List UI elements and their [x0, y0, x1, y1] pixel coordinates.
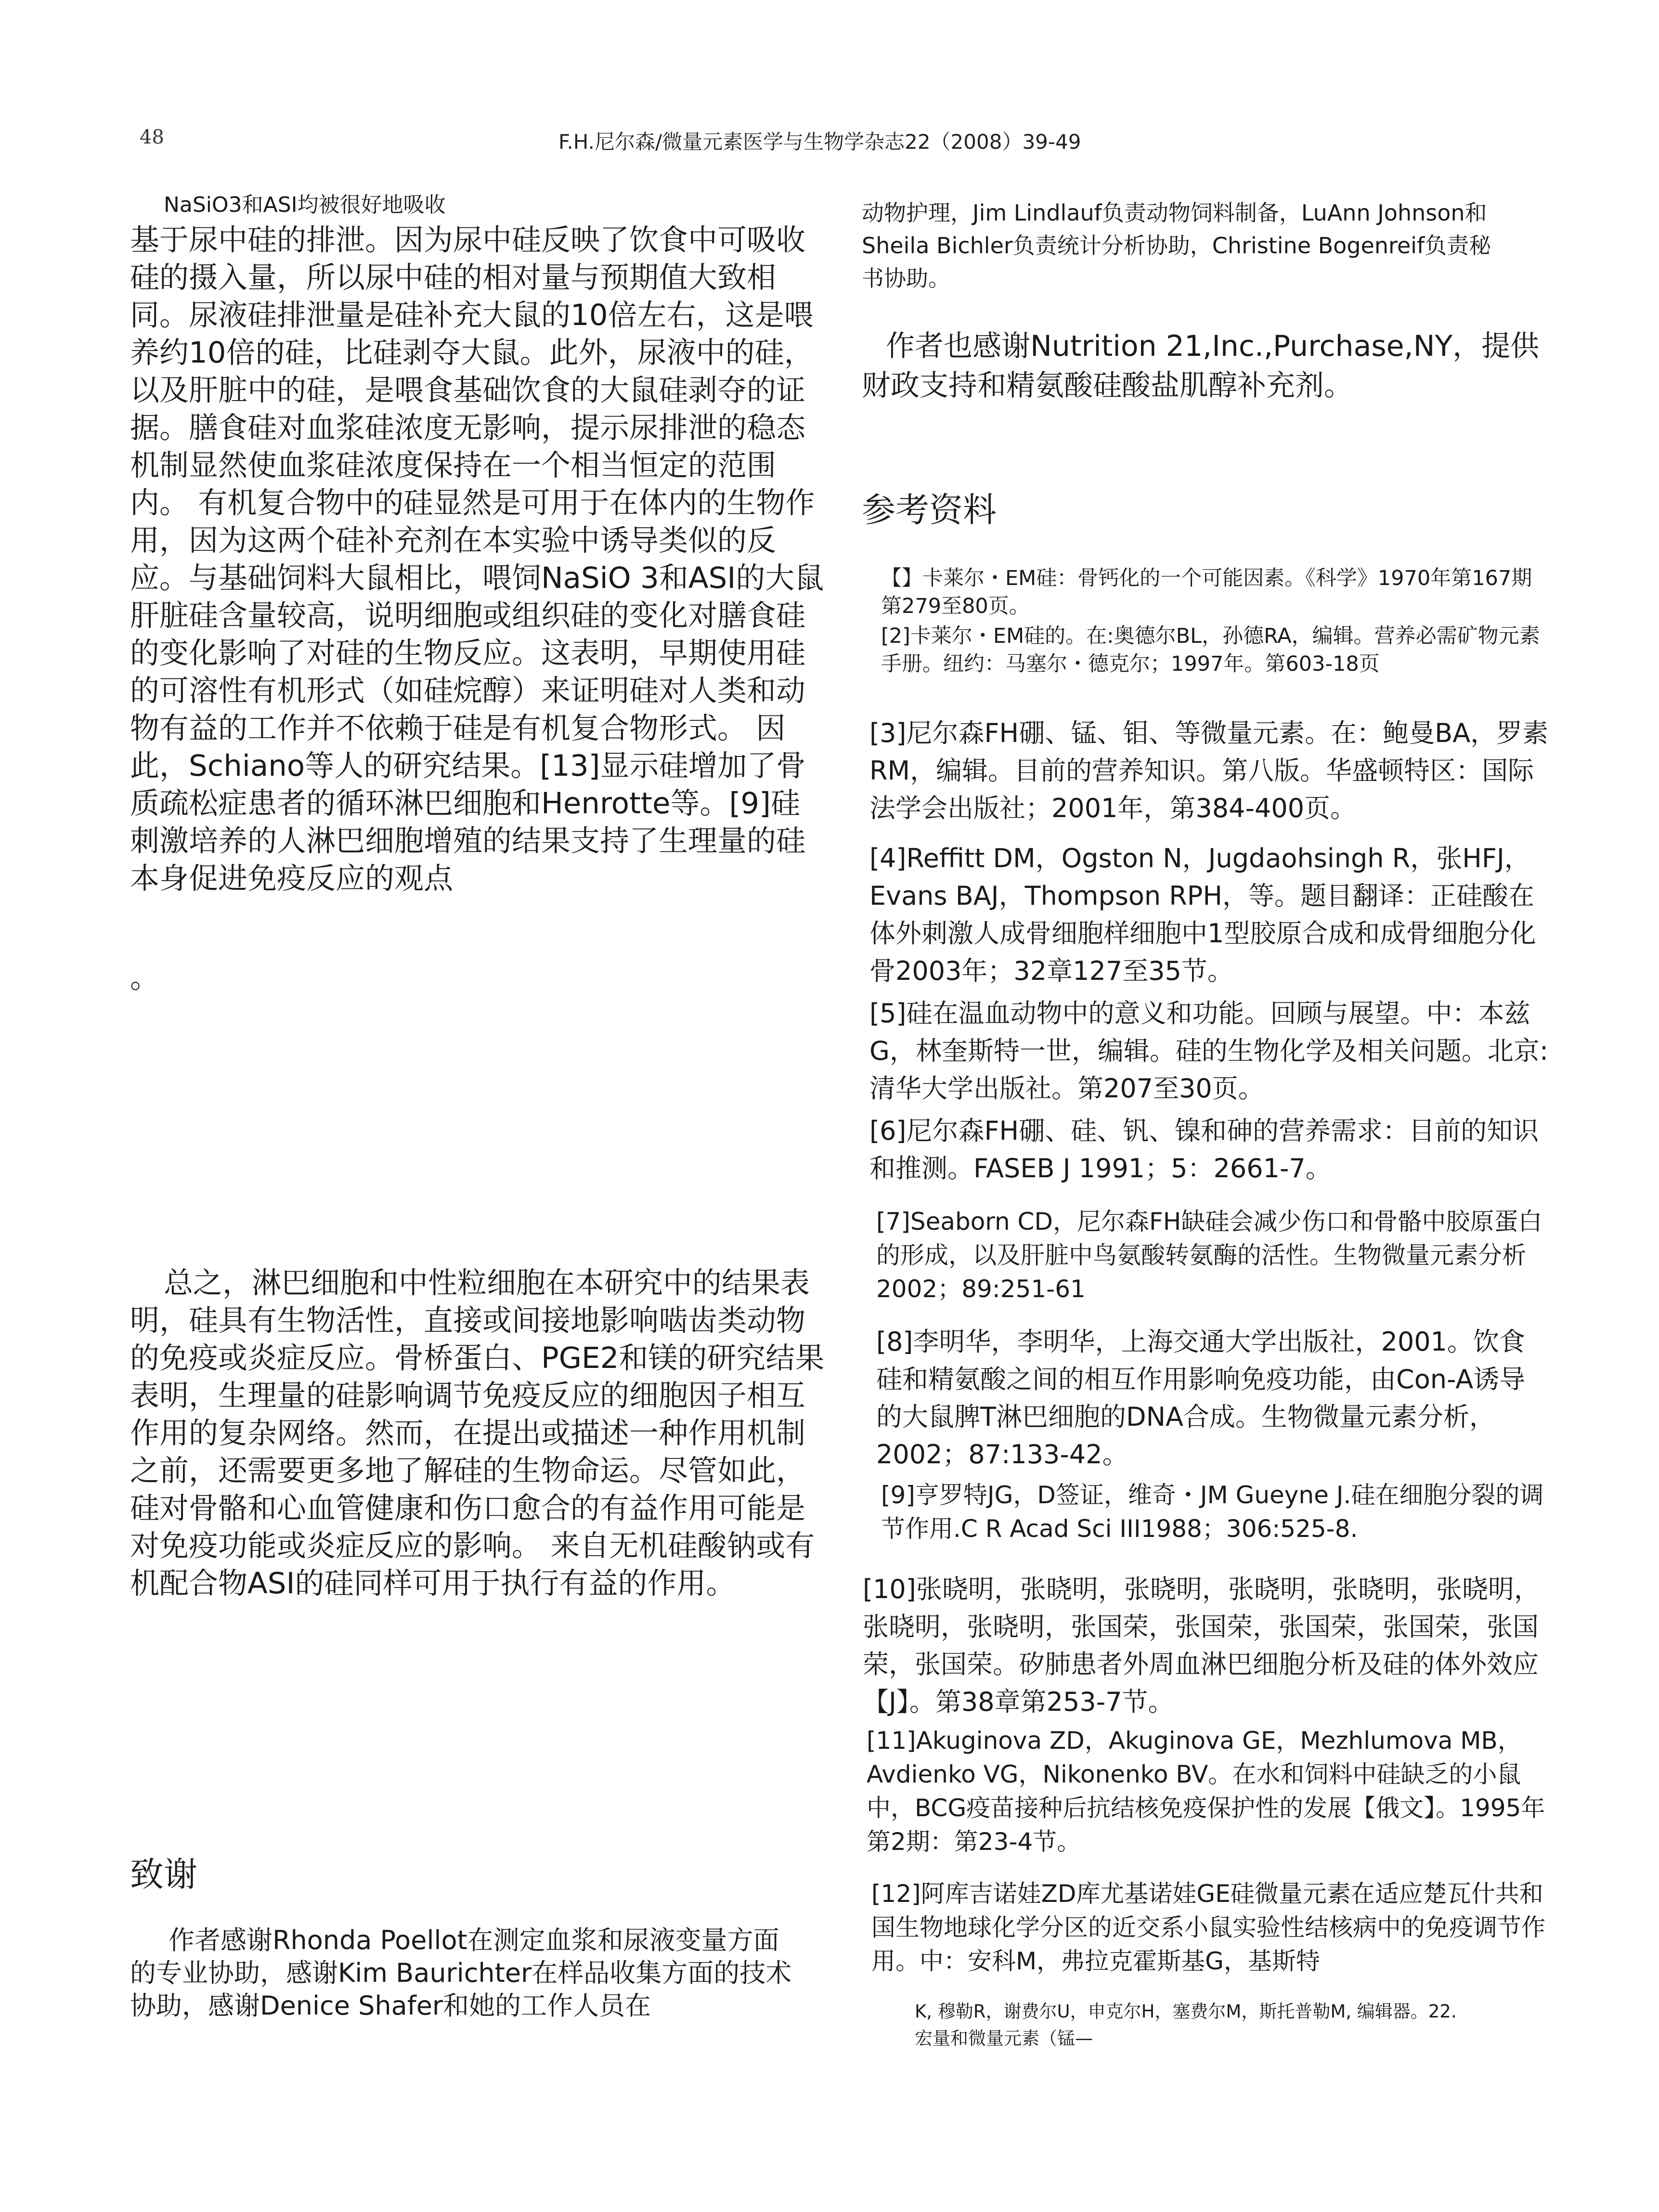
page-number: 48	[140, 126, 164, 148]
references-heading: 参考资料	[862, 490, 997, 530]
reference-11: [11]Akuginova ZD，Akuginova GE，Mezhlumova MB，Avdienko VG，Nikonenko BV。在水和饲料中硅缺乏的小鼠中，BCG疫苗接种后抗结核免疫保护性的发展【俄文】。1995年第2期：第23-4节。	[867, 1727, 1545, 1856]
acknowledgements-heading: 致谢	[130, 1855, 197, 1894]
acknowledgements-paragraph: 作者感谢Rhonda Poellot在测定血浆和尿液变量方面的专业协助，感谢Kim Baurichter在样品收集方面的技术协助，感谢Denice Shafer和她的工作人员在	[130, 1925, 792, 2021]
reference-4: [4]Reffitt DM，Ogston N，Jugdaohsingh R，张HFJ，Evans BAJ，Thompson RPH，等。题目翻译：正硅酸在体外刺激人成骨细胞样细胞中1型胶原合成和成骨细胞分化骨2003年；32章127至35节。	[869, 843, 1536, 986]
body-paragraph-1-end: 。	[130, 961, 160, 995]
reference-3: [3]尼尔森FH硼、锰、钼、等微量元素。在：鲍曼BA，罗素RM，编辑。目前的营养知识。第八版。华盛顿特区：国际法学会出版社；2001年，第384-400页。	[869, 718, 1549, 823]
reference-8: [8]李明华，李明华，上海交通大学出版社，2001。饮食硅和精氨酸之间的相互作用影响免疫功能，由Con-A诱导的大鼠脾T淋巴细胞的DNA合成。生物微量元素分析，2002；87:133-42。	[876, 1327, 1526, 1470]
reference-10: [10]张晓明，张晓明，张晓明，张晓明，张晓明，张晓明，张晓明，张晓明，张国荣，张国荣，张国荣，张国荣，张国荣，张国荣。矽肺患者外周血淋巴细胞分析及硅的体外效应【J】。第38章第253-7节。	[863, 1574, 1540, 1717]
body-paragraph-2: 总之，淋巴细胞和中性粒细胞在本研究中的结果表明，硅具有生物活性，直接或间接地影响啮齿类动物的免疫或炎症反应。骨桥蛋白、PGE2和镁的研究结果表明，生理量的硅影响调节免疫反应的细胞因子相互作用的复杂网络。然而，在提出或描述一种作用机制之前，还需要更多地了解硅的生物命运。尽管如此，硅对骨骼和心血管健康和伤口愈合的有益作用可能是对免疫功能或炎症反应的影响。 来自无机硅酸钠或有机配合物ASI的硅同样可用于执行有益的作用。	[130, 1266, 825, 1600]
reference-1: 【】卡莱尔・EM硅：骨钙化的一个可能因素。《科学》1970年第167期第279至80页。	[881, 566, 1532, 618]
reference-7: [7]Seaborn CD，尼尔森FH缺硅会减少伤口和骨骼中胶原蛋白的形成，以及肝脏中鸟氨酸转氨酶的活性。生物微量元素分析2002；89:251-61	[876, 1208, 1542, 1303]
reference-2: [2]卡莱尔・EM硅的。在:奥德尔BL，孙德RA，编辑。营养必需矿物元素手册。纽约：马塞尔・德克尔；1997年。第603-18页	[881, 624, 1540, 676]
body-paragraph-1: 基于尿中硅的排泄。因为尿中硅反映了饮食中可吸收硅的摄入量，所以尿中硅的相对量与预期值大致相同。尿液硅排泄量是硅补充大鼠的10倍左右，这是喂养约10倍的硅，比硅剥夺大鼠。此外，尿液中的硅，以及肝脏中的硅，是喂食基础饮食的大鼠硅剥夺的证据。膳食硅对血浆硅浓度无影响，提示尿排泄的稳态机制显然使血浆硅浓度保持在一个相当恒定的范围内。 有机复合物中的硅显然是可用于在体内的生物作用，因为这两个硅补充剂在本实验中诱导类似的反应。与基础饲料大鼠相比，喂饲NaSiO 3和ASI的大鼠肝脏硅含量较高，说明细胞或组织硅的变化对膳食硅的变化影响了对硅的生物反应。这表明，早期使用硅的可溶性有机形式（如硅烷醇）来证明硅对人类和动物有益的工作并不依赖于硅是有机复合物形式。 因此，Schiano等人的研究结果。[13]显示硅增加了骨质疏松症患者的循环淋巴细胞和Henrotte等。[9]硅刺激培养的人淋巴细胞增殖的结果支持了生理量的硅本身促进免疫反应的观点	[130, 223, 824, 896]
acknowledgements-continued: 动物护理，Jim Lindlauf负责动物饲料制备，LuAnn Johnson和Sheila Bichler负责统计分析协助，Christine Bogenreif负责秘书协助。	[862, 200, 1491, 291]
figure-caption: NaSiO3和ASI均被很好地吸收	[164, 193, 446, 217]
acknowledgements-funding: 作者也感谢Nutrition 21,Inc.,Purchase,NY，提供财政支持和精氨酸硅酸盐肌醇补充剂。	[862, 329, 1540, 403]
reference-9: [9]亨罗特JG，D签证，维奇・JM Gueyne J.硅在细胞分裂的调节作用.C R Acad Sci III1988；306:525-8.	[881, 1481, 1544, 1543]
reference-12-continued: K, 穆勒R，谢费尔U，申克尔H，塞费尔M，斯托普勒M, 编辑器。22. 宏量和微量元素（锰—	[915, 2001, 1457, 2049]
reference-12: [12]阿库吉诺娃ZD库尤基诺娃GE硅微量元素在适应楚瓦什共和国生物地球化学分区的近交系小鼠实验性结核病中的免疫调节作用。中：安科M，弗拉克霍斯基G，基斯特	[871, 1880, 1545, 1975]
running-header: F.H.尼尔森/微量元素医学与生物学杂志22（2008）39-49	[558, 130, 1081, 154]
reference-5: [5]硅在温血动物中的意义和功能。回顾与展望。中：本兹G，林奎斯特一世，编辑。硅的生物化学及相关问题。北京:清华大学出版社。第207至30页。	[869, 998, 1549, 1104]
reference-6: [6]尼尔森FH硼、硅、钒、镍和砷的营养需求：目前的知识和推测。FASEB J 1991；5：2661-7。	[869, 1116, 1539, 1184]
